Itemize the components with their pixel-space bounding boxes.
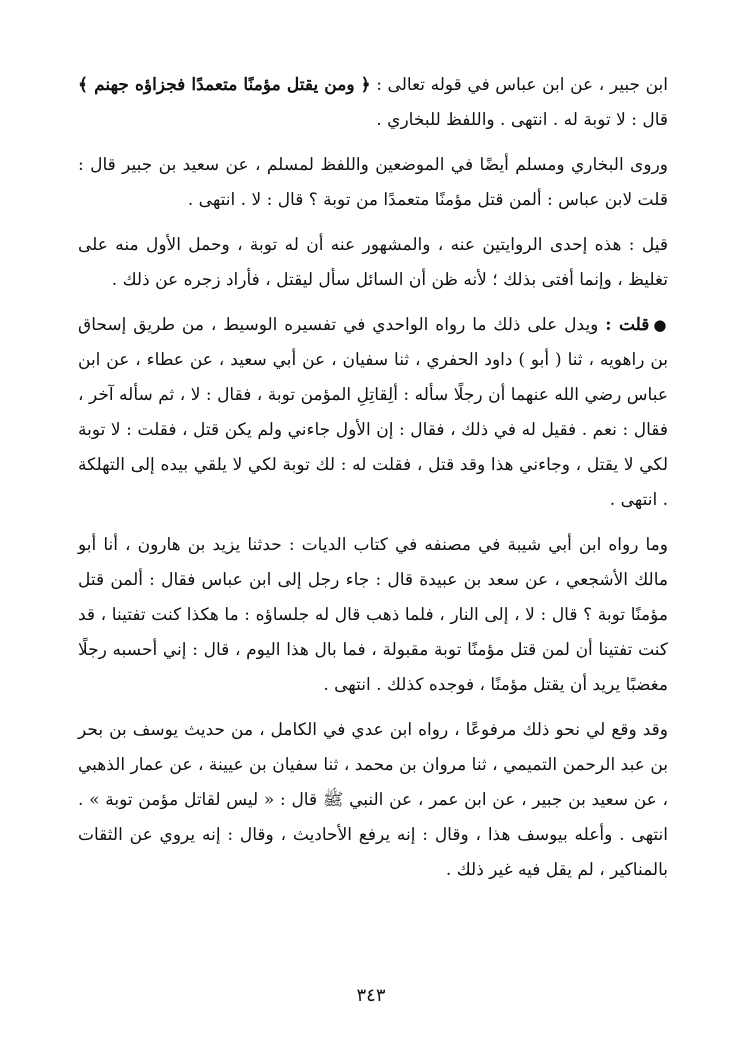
- bullet-icon: ●: [653, 316, 668, 334]
- paragraph-5: وما رواه ابن أبي شيبة في مصنفه في كتاب الديات : حدثنا يزيد بن هارون ، أنا أبو مالك الأشجعي ، عن سعد بن عبيدة قال : جاء رجل إلى ابن عباس فقال : ألمن قتل مؤمنًا توبة ؟ قال : لا ، إلى النار ، فلما ذهب قال له جلساؤه : ما هكذا كنت تفتينا ، قد كنت تفتينا أن لمن قتل مؤمنًا توبة مقبولة ، فما بال هذا اليوم ، قال : إني أحسبه رجلًا مغضبًا يريد أن يقتل مؤمنًا ، فوجده كذلك . انتهى .: [78, 535, 668, 695]
- paragraph-4: [78, 308, 668, 518]
- paragraph-6: وقد وقع لي نحو ذلك مرفوعًا ، رواه ابن عدي في الكامل ، من حديث يوسف بن بحر بن عبد الرحمن التميمي ، ثنا مروان بن محمد ، ثنا سفيان بن عيينة ، عن عمار الذهبي ، عن سعيد بن جبير ، عن ابن عمر ، عن النبي ﷺ قال : « ليس لقاتل مؤمن توبة » . انتهى . وأعله بيوسف هذا ، وقال : إنه يرفع الأحاديث ، وقال : إنه يروي عن الثقات بالمناكير ، لم يقل فيه غير ذلك .: [78, 720, 668, 880]
- page-number: ٣٤٣: [356, 985, 386, 1006]
- paragraph-4-label: قلت :: [605, 315, 650, 335]
- quran-verse: ﴿ ومن يقتل مؤمنًا متعمدًا فجزاؤه جهنم ﴾: [78, 75, 371, 95]
- paragraph-1-rest: قال : لا توبة له . انتهى . واللفظ للبخاري .: [376, 110, 668, 130]
- paragraph-4-text: ويدل على ذلك ما رواه الواحدي في تفسيره الوسيط ، من طريق إسحاق بن راهويه ، ثنا ( أبو ) داود الحفري ، ثنا سفيان ، عن أبي سعيد ، عن عطاء ، عن ابن عباس رضي الله عنهما أن رجلًا سأله : ألِقاتِلِ المؤمن توبة ، فقال : لا ، ثم سأله آخر ، فقال : نعم . فقيل له في ذلك ، فقال : إن الأول جاءني ولم يكن قتل ، فقلت : لا توبة لكي لا يقتل ، وجاءني هذا وقد قتل ، فقلت له : لك توبة لكي لا يلقي بيده إلى التهلكة . انتهى .: [78, 315, 668, 510]
- document-body: [78, 68, 668, 898]
- paragraph-2: وروى البخاري ومسلم أيضًا في الموضعين واللفظ لمسلم ، عن سعيد بن جبير قال : قلت لابن عباس : ألمن قتل مؤمنًا متعمدًا من توبة ؟ قال : لا . انتهى .: [78, 155, 668, 210]
- paragraph-1: [78, 68, 668, 138]
- paragraph-1-lead: ابن جبير ، عن ابن عباس في قوله تعالى :: [370, 75, 668, 95]
- paragraph-3: قيل : هذه إحدى الروايتين عنه ، والمشهور عنه أن له توبة ، وحمل الأول منه على تغليظ ، وإنما أفتى بذلك ؛ لأنه ظن أن السائل سأل ليقتل ، فأراد زجره عن ذلك .: [78, 235, 668, 290]
